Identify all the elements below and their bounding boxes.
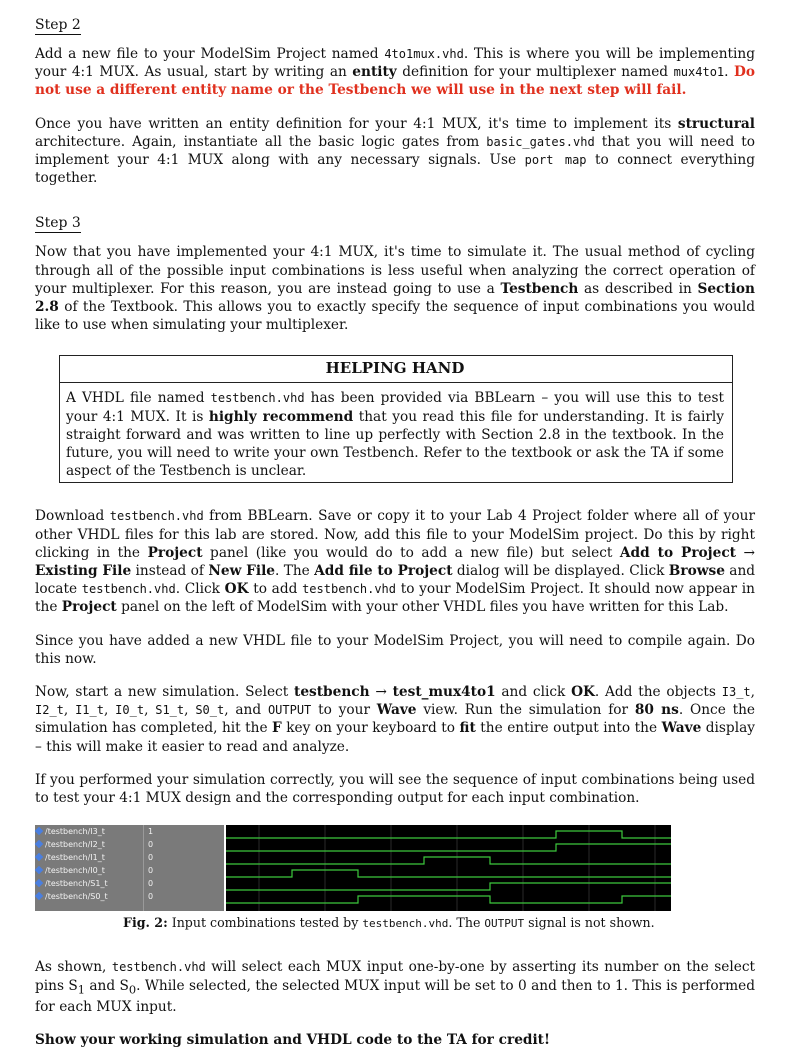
document-page (35, 14, 755, 1049)
signal-names-pane (35, 825, 143, 911)
signal-row-i1[interactable]: /testbench/I1_t (35, 852, 143, 864)
signal-row-s0[interactable]: /testbench/S0_t (35, 891, 143, 903)
final-instruction: Show your working simulation and VHDL code to the TA for credit! (35, 1031, 551, 1048)
wave-i2 (226, 844, 671, 851)
wave-i1 (226, 857, 671, 864)
signal-value-i2: 0 (148, 840, 154, 850)
wave-s0 (226, 896, 671, 903)
wave-i3 (226, 831, 671, 838)
signal-values-pane (143, 825, 224, 911)
waveform-pane (226, 825, 671, 911)
signal-diamond-icon (35, 827, 43, 835)
entity-name: mux4to1 (673, 65, 725, 80)
download-paragraph: Download testbench.vhd from BBLearn. Save or copy it to your Lab 4 Project folder where all of your other VHDL files for this lab are stored. Now, add this file to your ModelSim project. Do this by right clicking in the Project panel (like you would do to add a new file) but select Add to Project → Existing File instead of New File. The Add file to Project dialog will be displayed. Click Browse and locate testbench.vhd. Click OK to add testbench.vhd to your ModelSim Project. It should now appear in the Project panel on the left of ModelSim with your other VHDL files you have written for this Lab. (35, 508, 756, 616)
signal-diamond-icon (35, 853, 43, 861)
signal-value-i0: 0 (148, 866, 154, 876)
step2-paragraph-2: Once you have written an entity definition for your 4:1 MUX, it's time to implement its structural architecture. Again, instantiate all the basic logic gates from basic_gates.vhd that you will need to implement your 4:1 MUX along with any necessary signals. Use port map to connect everything together. (35, 115, 756, 187)
signal-value-s0: 0 (148, 892, 154, 902)
figure-caption: Fig. 2: Input combinations tested by testbench.vhd. The OUTPUT signal is not shown. (123, 915, 655, 931)
signal-row-i3[interactable]: /testbench/I3_t (35, 826, 143, 838)
helping-hand-divider (60, 382, 732, 383)
signal-value-i1: 0 (148, 853, 154, 863)
signal-diamond-icon (35, 840, 43, 848)
simulate-paragraph: Now, start a new simulation. Select testbench → test_mux4to1 and click OK. Add the objects I3_t, I2_t, I1_t, I0_t, S1_t, S0_t, and OUTPUT to your Wave view. Run the simulation for 80 ns. Once the simulation has completed, hit the F key on your keyboard to fit the entire output into the Wave display – this will make it easier to read and analyze. (35, 684, 756, 755)
step2-heading: Step 2 (35, 17, 81, 33)
signal-diamond-icon (35, 879, 43, 887)
signal-diamond-icon (35, 892, 43, 900)
step2-paragraph-1: Add a new file to your ModelSim Project named 4to1mux.vhd. This is where you will be implementing your 4:1 MUX. As usual, start by writing an entity definition for your multiplexer named mux4to1. Do not use a different entity name or the Testbench we will use in the next step will fail. (35, 46, 756, 99)
wave-i0 (226, 870, 671, 877)
compile-paragraph: Since you have added a new VHDL file to your ModelSim Project, you will need to compile again. Do this now. (35, 632, 755, 667)
performed-paragraph: If you performed your simulation correctly, you will see the sequence of input combinations being used to test your 4:1 MUX design and the corresponding output for each input combination. (35, 771, 755, 807)
helping-hand-box (59, 355, 733, 483)
signal-row-i0[interactable]: /testbench/I0_t (35, 865, 143, 877)
waveform-figure (35, 825, 671, 911)
file-4to1mux: 4to1mux.vhd (384, 47, 464, 61)
helping-hand-text: A VHDL file named testbench.vhd has been provided via BBLearn – you will use this to test your 4:1 MUX. It is highly recommend that you read this file for understanding. It is fairly straight forward and was written to line up perfectly with Section 2.8 in the textbook. In the future, you will need to write your own Testbench. Refer to the textbook or ask the TA if some aspect of the Testbench is unclear. (66, 390, 725, 480)
closing-paragraph: As shown, testbench.vhd will select each MUX input one-by-one by asserting its number on the select pins $S_1$ and $S_0$. While selected, the selected MUX input will be set to 0 and then to 1. This is performed for each MUX input. (35, 959, 755, 1016)
waveform-svg (226, 825, 671, 911)
signal-diamond-icon (35, 866, 43, 874)
signal-value-i3: 1 (148, 827, 154, 837)
signal-row-i2[interactable]: /testbench/I2_t (35, 839, 143, 851)
step3-heading: Step 3 (35, 215, 81, 232)
signal-value-s1: 0 (148, 879, 154, 889)
signal-row-s1[interactable]: /testbench/S1_t (35, 878, 143, 890)
wave-s1 (226, 883, 671, 890)
warning-text: Do not use a different entity name or the Testbench we will use in the next step will fail. (35, 64, 756, 99)
step3-paragraph-1: Now that you have implemented your 4:1 MUX, it's time to simulate it. The usual method of cycling through all of the possible input combinations is less useful when analyzing the correct operation of your multiplexer. For this reason, you are instead going to use a Testbench as described in Section 2.8 of the Textbook. This allows you to exactly specify the sequence of input combinations you would like to use when simulating your multiplexer. (35, 244, 755, 334)
helping-hand-title: HELPING HAND (325, 359, 465, 378)
